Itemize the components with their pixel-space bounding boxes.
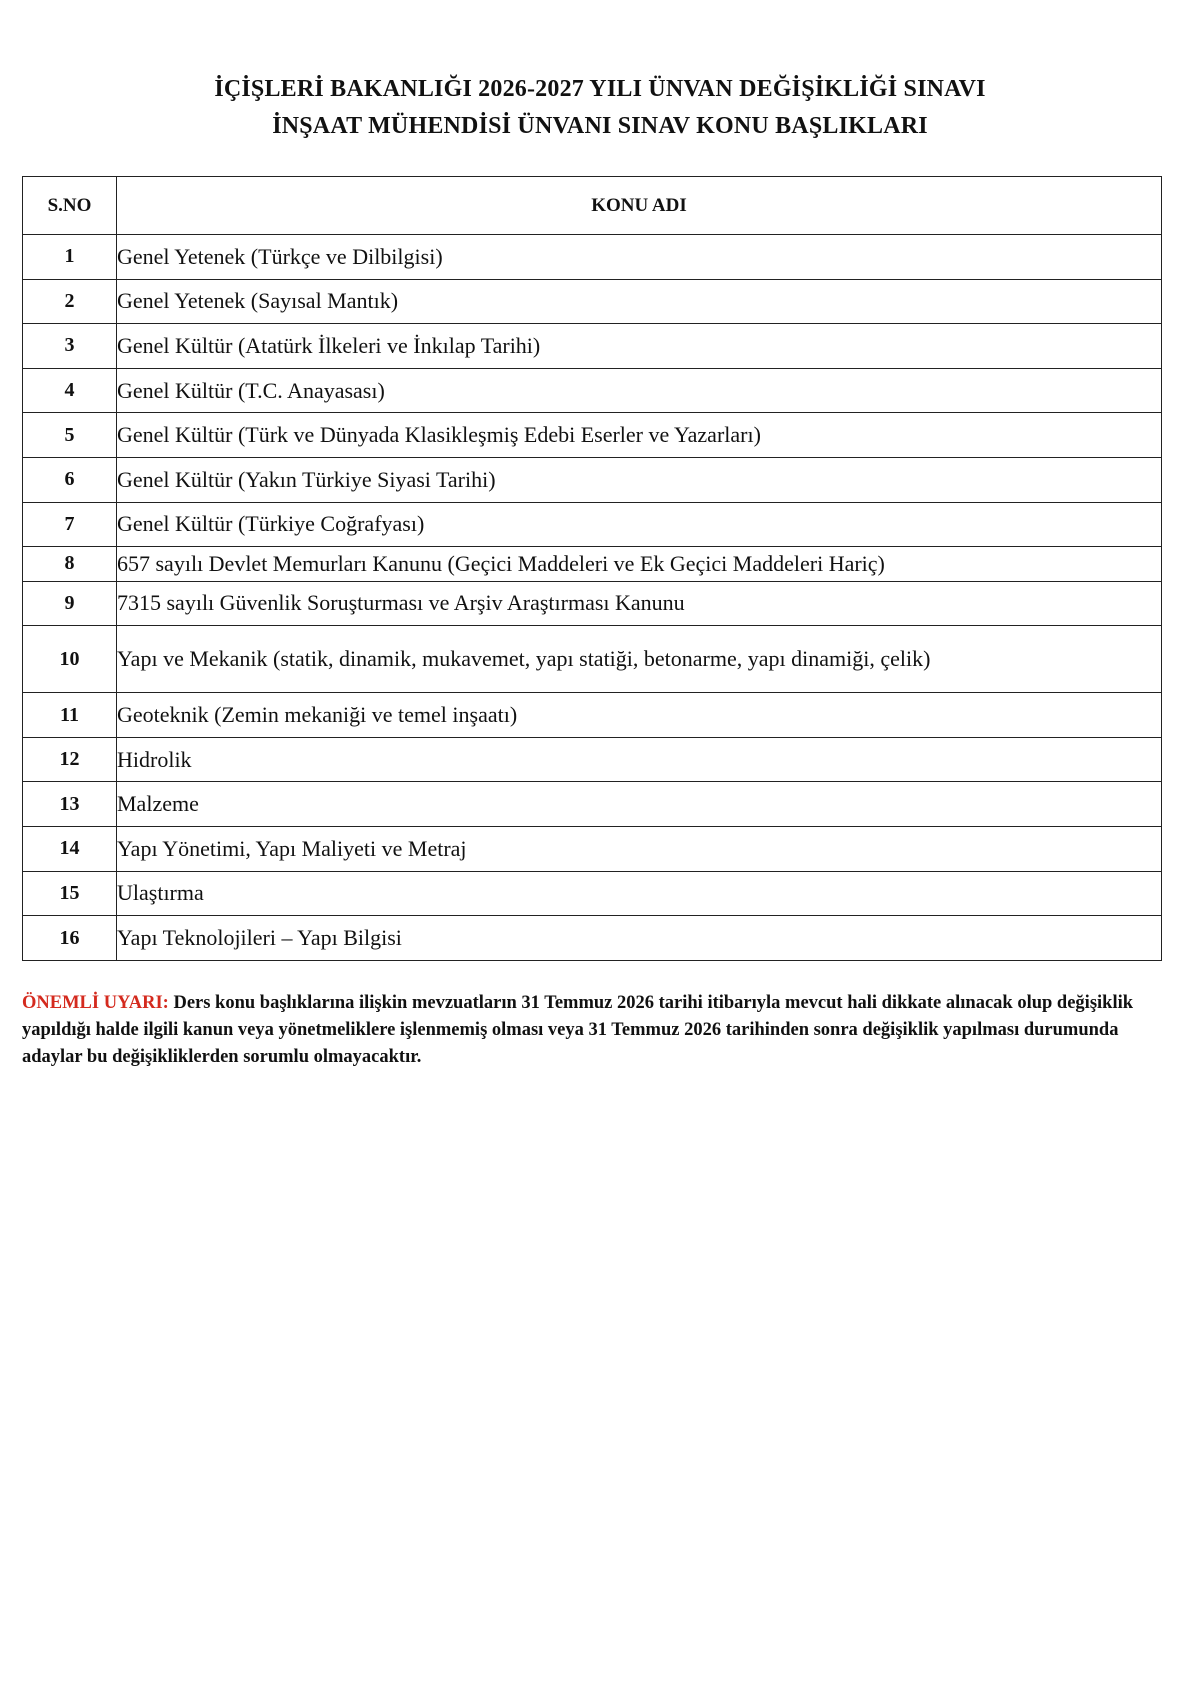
row-number: 6 [23,457,117,502]
row-number: 12 [23,737,117,782]
table-row [23,279,1162,324]
table-row [23,235,1162,280]
warning-label: ÖNEMLİ UYARI: [22,993,169,1013]
table-row [23,827,1162,872]
table-row [23,782,1162,827]
table-row [23,368,1162,413]
table-row [23,737,1162,782]
table-row [23,871,1162,916]
row-topic: Genel Kültür (Atatürk İlkeleri ve İnkılap Tarihi) [117,324,1162,369]
table-row [23,547,1162,582]
row-topic: 657 sayılı Devlet Memurları Kanunu (Geçici Maddeleri ve Ek Geçici Maddeleri Hariç) [117,547,1162,582]
row-topic: Genel Kültür (Yakın Türkiye Siyasi Tarihi) [117,457,1162,502]
row-number: 10 [23,626,117,693]
table-row [23,581,1162,626]
row-topic: Hidrolik [117,737,1162,782]
row-topic: Yapı ve Mekanik (statik, dinamik, mukavemet, yapı statiği, betonarme, yapı dinamiği, çelik) [117,626,1162,693]
row-number: 14 [23,827,117,872]
row-number: 4 [23,368,117,413]
column-header-topic: KONU ADI [117,177,1162,235]
row-number: 15 [23,871,117,916]
row-number: 3 [23,324,117,369]
table-row [23,413,1162,458]
table-row [23,693,1162,738]
row-topic: Yapı Teknolojileri – Yapı Bilgisi [117,916,1162,961]
row-number: 9 [23,581,117,626]
row-topic: 7315 sayılı Güvenlik Soruşturması ve Arşiv Araştırması Kanunu [117,581,1162,626]
row-number: 7 [23,502,117,547]
row-topic: Genel Kültür (Türkiye Coğrafyası) [117,502,1162,547]
row-number: 11 [23,693,117,738]
warning-text: Ders konu başlıklarına ilişkin mevzuatların 31 Temmuz 2026 tarihi itibarıyla mevcut hali dikkate alınacak olup değişiklik yapıldığı halde ilgili kanun veya yönetmeliklere işlenmemiş olması veya 31 Temmuz 2026 tarihinden sonra değişiklik yapılması durumunda adaylar bu değişikliklerden sorumlu olmayacaktır. [22,993,1134,1067]
table-row [23,457,1162,502]
row-number: 13 [23,782,117,827]
row-number: 8 [23,547,117,582]
row-topic: Genel Yetenek (Sayısal Mantık) [117,279,1162,324]
column-header-number: S.NO [23,177,117,235]
row-topic: Yapı Yönetimi, Yapı Maliyeti ve Metraj [117,827,1162,872]
row-number: 5 [23,413,117,458]
table-row [23,626,1162,693]
topics-table [22,176,1162,961]
row-topic: Genel Kültür (Türk ve Dünyada Klasikleşmiş Edebi Eserler ve Yazarları) [117,413,1162,458]
document-title-line-2: İNŞAAT MÜHENDİSİ ÜNVANI SINAV KONU BAŞLIKLARI [272,113,928,139]
row-number: 1 [23,235,117,280]
table-row [23,502,1162,547]
row-topic: Geoteknik (Zemin mekaniği ve temel inşaatı) [117,693,1162,738]
important-warning [22,990,1162,1071]
table-header-row [23,177,1162,235]
row-topic: Malzeme [117,782,1162,827]
row-topic: Genel Kültür (T.C. Anayasası) [117,368,1162,413]
row-topic: Ulaştırma [117,871,1162,916]
row-number: 16 [23,916,117,961]
row-topic: Genel Yetenek (Türkçe ve Dilbilgisi) [117,235,1162,280]
document-title-line-1: İÇİŞLERİ BAKANLIĞI 2026-2027 YILI ÜNVAN DEĞİŞİKLİĞİ SINAVI [214,76,986,102]
row-number: 2 [23,279,117,324]
table-row [23,324,1162,369]
table-row [23,916,1162,961]
